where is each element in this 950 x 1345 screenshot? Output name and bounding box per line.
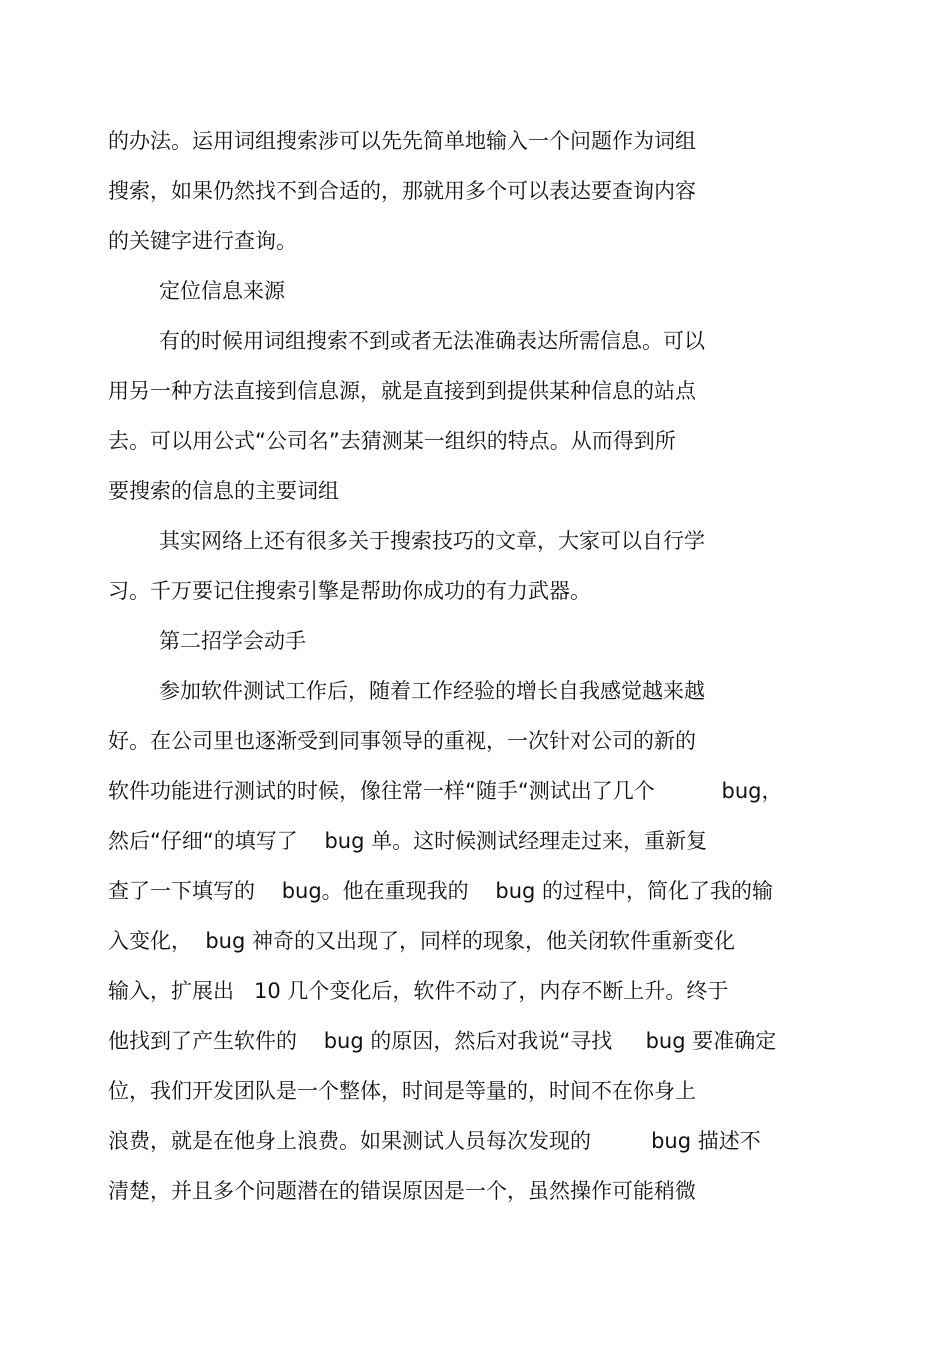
text-line: 好。在公司里也逐渐受到同事领导的重视，一次针对公司的新的 xyxy=(108,729,696,753)
text-line: 入变化， bug 神奇的又出现了，同样的现象，他关闭软件重新变化 xyxy=(108,929,735,953)
section-heading: 定位信息来源 xyxy=(159,279,285,303)
text-line: 要搜索的信息的主要词组 xyxy=(108,479,339,503)
text-line: 有的时候用词组搜索不到或者无法准确表达所需信息。可以 xyxy=(159,329,705,353)
section-heading: 第二招学会动手 xyxy=(159,629,306,653)
text-line: 然后“仔细“的填写了 bug 单。这时候测试经理走过来，重新复 xyxy=(108,829,708,853)
text-line: 浪费，就是在他身上浪费。如果测试人员每次发现的 bug 描述不 xyxy=(108,1129,761,1153)
text-line: 的办法。运用词组搜索涉可以先先简单地输入一个问题作为词组 xyxy=(108,129,696,153)
text-line: 软件功能进行测试的时候，像往常一样“随手“测试出了几个 bug， xyxy=(108,779,783,803)
text-line: 用另一种方法直接到信息源，就是直接到到提供某种信息的站点 xyxy=(108,379,696,403)
text-line: 位，我们开发团队是一个整体，时间是等量的，时间不在你身上 xyxy=(108,1079,696,1103)
text-line: 他找到了产生软件的 bug 的原因，然后对我说“寻找 bug 要准确定 xyxy=(108,1029,777,1053)
text-line: 输入，扩展出 10 几个变化后，软件不动了，内存不断上升。终于 xyxy=(108,979,729,1003)
text-line: 查了一下填写的 bug。他在重现我的 bug 的过程中，简化了我的输 xyxy=(108,879,774,903)
text-line: 清楚，并且多个问题潜在的错误原因是一个，虽然操作可能稍微 xyxy=(108,1179,696,1203)
text-line: 的关键字进行查询。 xyxy=(108,229,297,253)
text-line: 其实网络上还有很多关于搜索技巧的文章，大家可以自行学 xyxy=(159,529,705,553)
text-line: 习。千万要记住搜索引擎是帮助你成功的有力武器。 xyxy=(108,579,591,603)
text-line: 搜索，如果仍然找不到合适的，那就用多个可以表达要查询内容 xyxy=(108,179,696,203)
text-line: 去。可以用公式“公司名”去猜测某一组织的特点。从而得到所 xyxy=(108,429,676,453)
text-line: 参加软件测试工作后，随着工作经验的增长自我感觉越来越 xyxy=(159,679,705,703)
